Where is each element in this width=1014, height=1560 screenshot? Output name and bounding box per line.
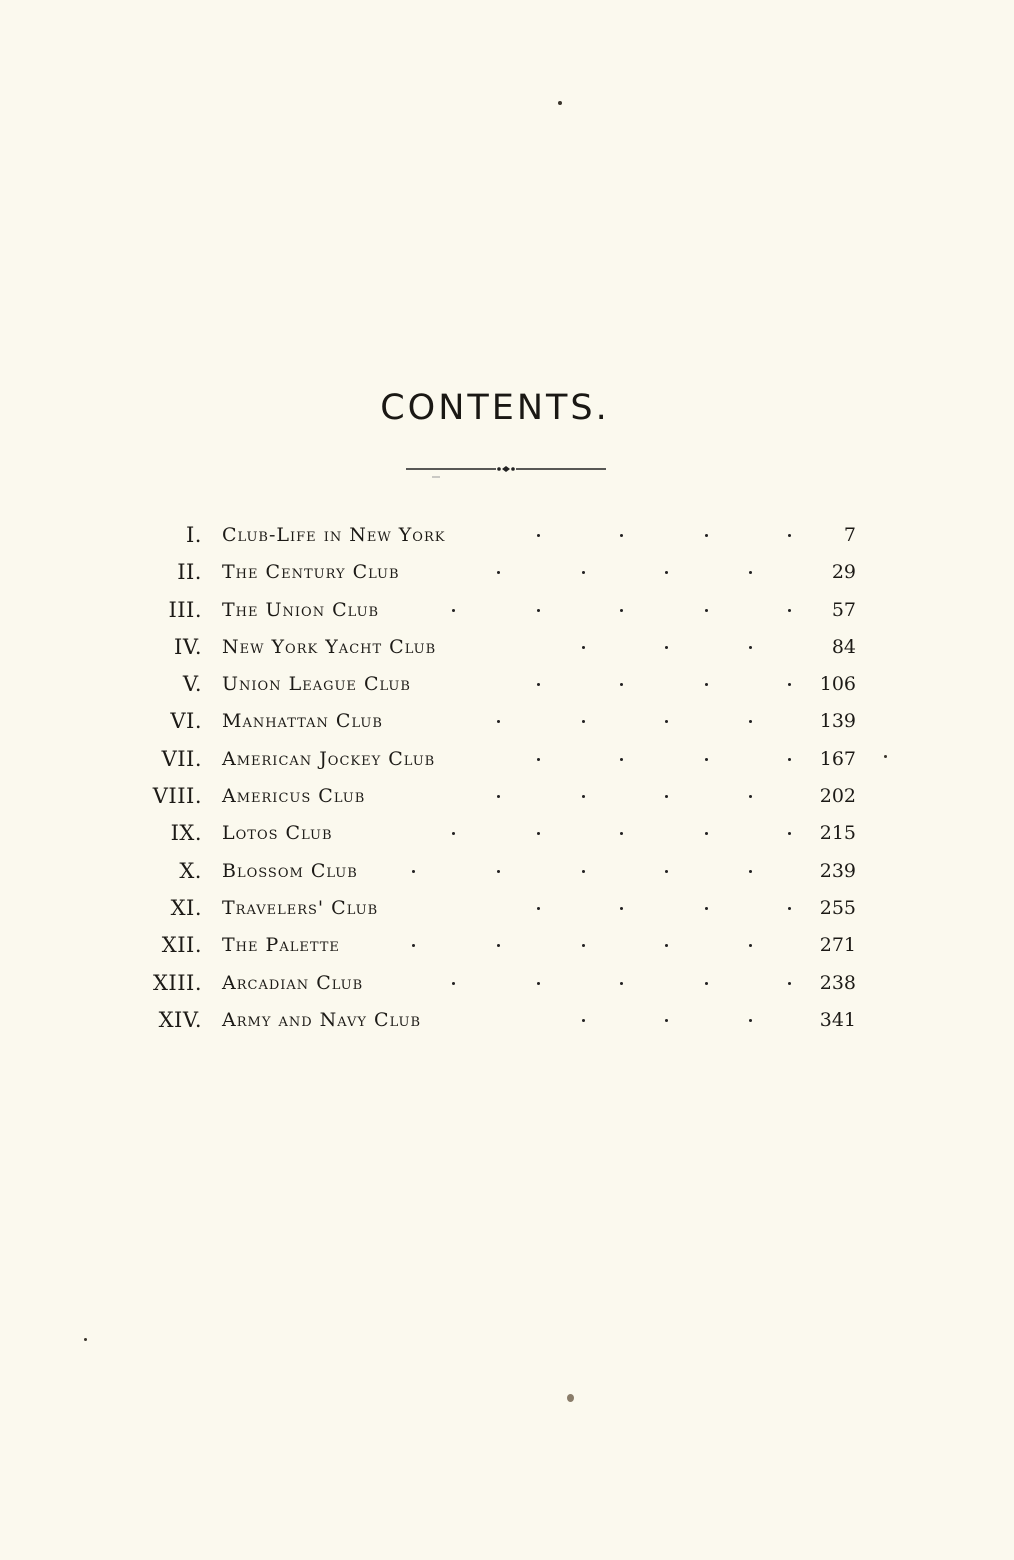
chapter-numeral: XII. bbox=[161, 933, 202, 958]
chapter-title: Arcadian Club bbox=[222, 971, 364, 994]
page-number: 7 bbox=[843, 524, 856, 546]
chapter-numeral: I. bbox=[186, 523, 202, 547]
ink-speck-left bbox=[84, 1338, 87, 1341]
ink-speck-bottom bbox=[567, 1394, 574, 1402]
chapter-numeral: XI. bbox=[170, 895, 202, 920]
toc-entry bbox=[0, 890, 1014, 927]
chapter-numeral: III. bbox=[168, 597, 202, 622]
toc-entry bbox=[0, 554, 1014, 591]
chapter-title: The Union Club bbox=[222, 598, 380, 621]
toc-entry bbox=[0, 778, 1014, 815]
page-number: 202 bbox=[819, 785, 856, 808]
dot-leader bbox=[0, 703, 1014, 740]
ink-speck-top bbox=[558, 101, 562, 105]
toc-entry bbox=[0, 517, 1014, 554]
dot-leader bbox=[0, 927, 1014, 964]
page-number: 167 bbox=[819, 747, 856, 770]
page-number: 84 bbox=[831, 635, 856, 658]
chapter-numeral: XIII. bbox=[152, 970, 202, 995]
chapter-numeral: VII. bbox=[161, 746, 202, 771]
page-number: 271 bbox=[819, 934, 856, 957]
chapter-numeral: VIII. bbox=[152, 784, 202, 809]
chapter-title: Army and Navy Club bbox=[222, 1008, 422, 1031]
dot-leader bbox=[0, 815, 1014, 852]
chapter-numeral: II. bbox=[177, 560, 202, 585]
dot-leader bbox=[0, 853, 1014, 890]
dot-leader bbox=[0, 778, 1014, 815]
page-number: 255 bbox=[819, 896, 856, 919]
toc-entry bbox=[0, 592, 1014, 629]
chapter-numeral: IX. bbox=[170, 821, 202, 846]
page-number: 106 bbox=[819, 673, 856, 696]
dot-leader bbox=[0, 890, 1014, 927]
toc-entry bbox=[0, 815, 1014, 852]
page-number: 215 bbox=[819, 822, 856, 845]
chapter-title: Lotos Club bbox=[222, 822, 333, 845]
table-of-contents bbox=[0, 517, 1014, 1039]
toc-entry bbox=[0, 741, 1014, 778]
chapter-title: Americus Club bbox=[222, 785, 366, 808]
toc-entry bbox=[0, 666, 1014, 703]
chapter-numeral: XIV. bbox=[158, 1007, 202, 1032]
dot-leader bbox=[0, 554, 1014, 591]
page-number: 29 bbox=[831, 561, 856, 584]
page-number: 139 bbox=[819, 710, 856, 733]
toc-entry bbox=[0, 1002, 1014, 1039]
chapter-numeral: X. bbox=[179, 858, 202, 883]
chapter-title: Union League Club bbox=[222, 673, 411, 696]
dot-leader bbox=[0, 1002, 1014, 1039]
page-number: 239 bbox=[819, 859, 856, 882]
toc-entry bbox=[0, 927, 1014, 964]
dot-leader bbox=[0, 592, 1014, 629]
chapter-title: Club-Life in New York bbox=[222, 524, 446, 546]
chapter-numeral: VI. bbox=[170, 709, 202, 734]
chapter-title: New York Yacht Club bbox=[222, 635, 437, 658]
page-number: 238 bbox=[819, 971, 856, 994]
page-number: 57 bbox=[831, 598, 856, 621]
chapter-numeral: V. bbox=[182, 672, 202, 697]
chapter-title: American Jockey Club bbox=[222, 747, 436, 770]
page-title: CONTENTS. bbox=[380, 388, 610, 428]
chapter-title: Travelers' Club bbox=[222, 896, 379, 919]
chapter-title: The Palette bbox=[222, 934, 340, 957]
dot-leader bbox=[0, 965, 1014, 1002]
toc-entry bbox=[0, 703, 1014, 740]
dot-leader bbox=[0, 666, 1014, 703]
toc-entry bbox=[0, 629, 1014, 666]
ornament-divider bbox=[406, 459, 606, 479]
chapter-numeral: IV. bbox=[174, 634, 202, 659]
dot-leader bbox=[0, 741, 1014, 778]
toc-entry bbox=[0, 965, 1014, 1002]
toc-entry bbox=[0, 853, 1014, 890]
dot-leader bbox=[0, 517, 1014, 554]
page-number: 341 bbox=[819, 1008, 856, 1031]
chapter-title: Manhattan Club bbox=[222, 710, 383, 733]
dot-leader bbox=[0, 629, 1014, 666]
chapter-title: The Century Club bbox=[222, 561, 400, 584]
chapter-title: Blossom Club bbox=[222, 859, 358, 882]
